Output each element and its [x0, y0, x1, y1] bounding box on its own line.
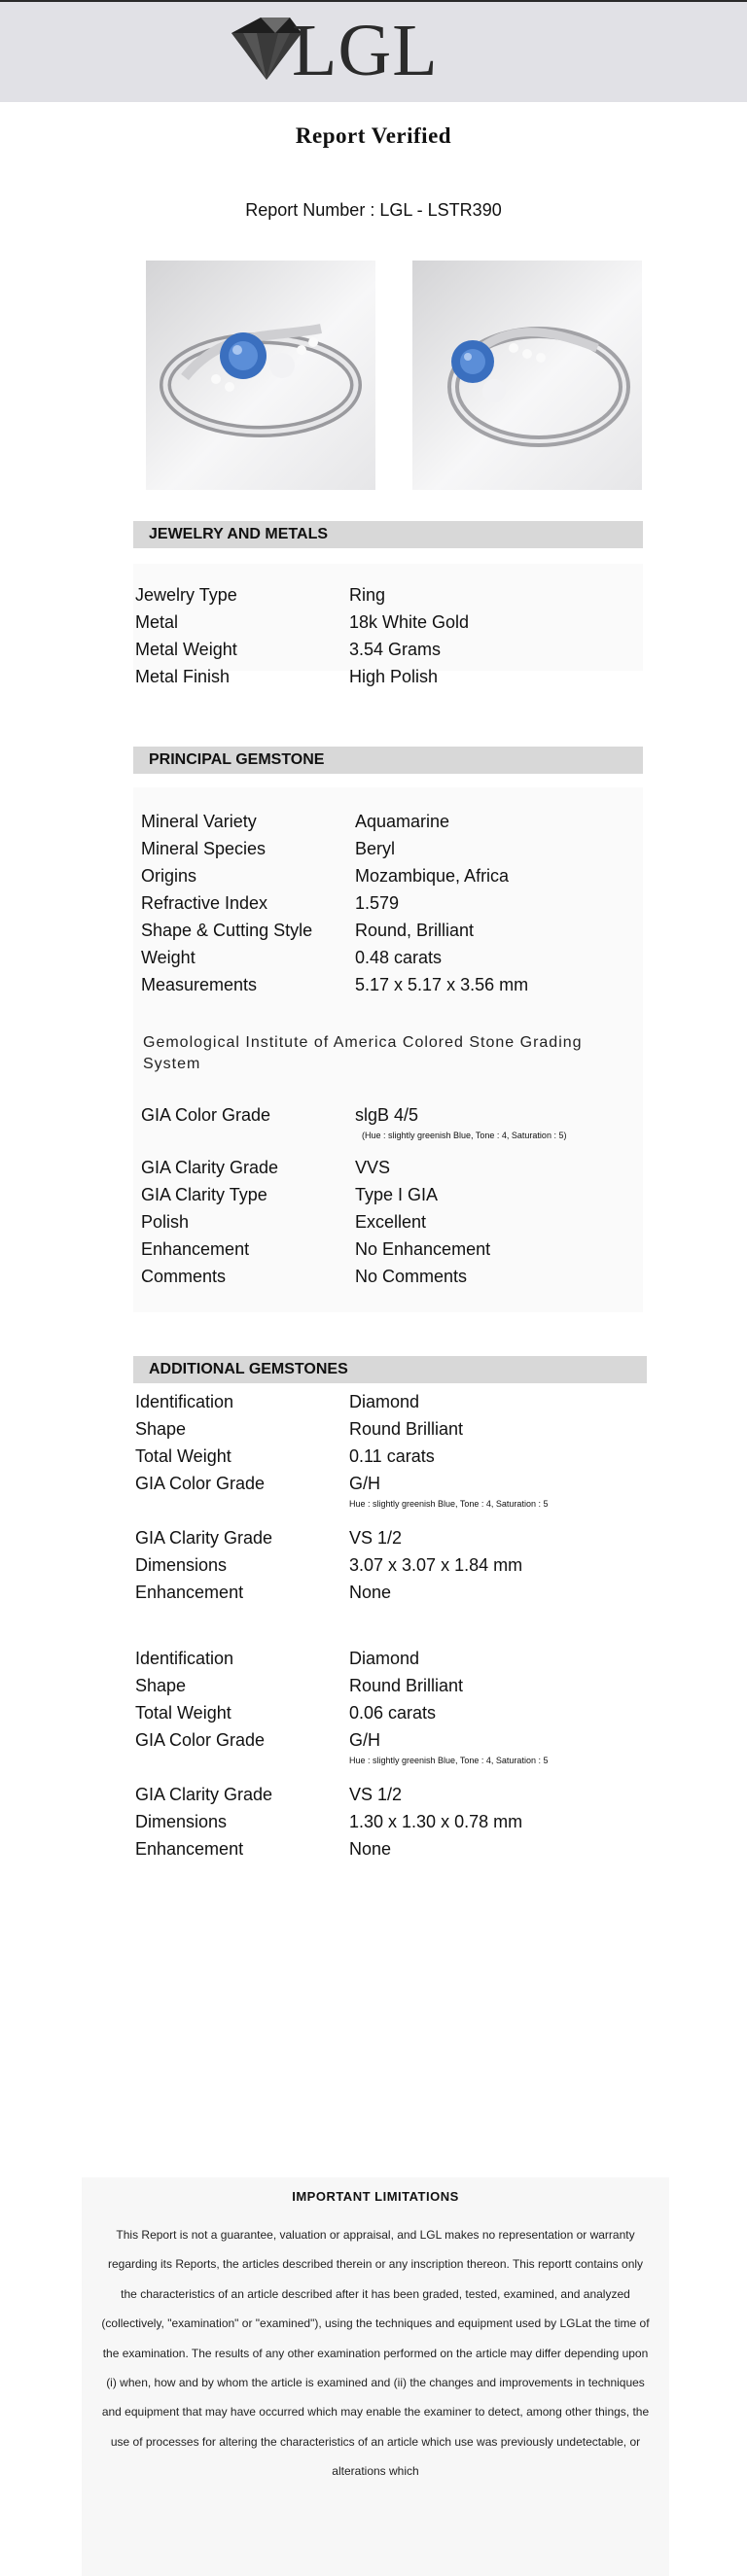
row-value: 5.17 x 5.17 x 3.56 mm	[355, 975, 529, 994]
row-value: Round Brilliant	[349, 1676, 464, 1695]
row-value: High Polish	[349, 667, 439, 686]
row-label: Enhancement	[135, 1583, 244, 1602]
report-number: Report Number : LGL - LSTR390	[245, 200, 502, 220]
color-grade-note: Hue : slightly greenish Blue, Tone : 4, Saturation : 5	[349, 1756, 549, 1765]
row-value: slgB 4/5	[355, 1105, 419, 1125]
row-label: GIA Clarity Grade	[135, 1785, 273, 1804]
row-value: No Comments	[355, 1267, 468, 1286]
row-value: Excellent	[355, 1212, 427, 1232]
row-value: No Enhancement	[355, 1239, 491, 1259]
row-label: Shape	[135, 1676, 187, 1695]
row-label: GIA Clarity Grade	[141, 1158, 279, 1177]
row-value: 3.07 x 3.07 x 1.84 mm	[349, 1555, 523, 1575]
row-label: GIA Color Grade	[135, 1730, 266, 1750]
row-label: Metal Finish	[135, 667, 231, 686]
row-value: 0.06 carats	[349, 1703, 437, 1723]
row-label: Measurements	[141, 975, 258, 994]
row-value: G/H	[349, 1474, 381, 1493]
row-label: Refractive Index	[141, 893, 268, 913]
row-value: Diamond	[349, 1392, 420, 1411]
row-value: Beryl	[355, 839, 396, 858]
row-value: 0.48 carats	[355, 948, 443, 967]
row-value: 18k White Gold	[349, 612, 470, 632]
row-label: Identification	[135, 1392, 234, 1411]
row-label: GIA Color Grade	[135, 1474, 266, 1493]
row-label: GIA Clarity Type	[141, 1185, 267, 1204]
row-value: Round, Brilliant	[355, 921, 475, 940]
row-label: Shape	[135, 1419, 187, 1439]
row-value: G/H	[349, 1730, 381, 1750]
row-label: GIA Clarity Grade	[135, 1528, 273, 1548]
row-value: VS 1/2	[349, 1528, 403, 1548]
section-title-additional: ADDITIONAL GEMSTONES	[149, 1361, 348, 1377]
row-value: 1.30 x 1.30 x 0.78 mm	[349, 1812, 523, 1831]
row-value: None	[349, 1839, 392, 1859]
row-label: Weight	[141, 948, 196, 967]
row-label: GIA Color Grade	[141, 1105, 271, 1125]
report-title: Report Verified	[295, 123, 452, 148]
row-label: Shape & Cutting Style	[141, 921, 313, 940]
ring-photo-side	[412, 261, 642, 490]
row-value: Ring	[349, 585, 386, 605]
row-label: Dimensions	[135, 1812, 228, 1831]
row-label: Comments	[141, 1267, 227, 1286]
row-value: Mozambique, Africa	[355, 866, 510, 886]
row-label: Mineral Species	[141, 839, 267, 858]
row-label: Identification	[135, 1649, 234, 1668]
row-label: Jewelry Type	[135, 585, 237, 605]
limitations-body: This Report is not a guarantee, valuation or appraisal, and LGL makes no representation or warranty regarding its Reports, the articles described therein or any inscription thereon. This reportt contains only the characteristics of an article described after it has been graded, tested, examined, and analyzed (collectively, "examination" or "examined"), using the techniques and equipment used by LGLat the time of the examination. The results of any other examination performed on the article may differ depending upon (i) when, how and by whom the article is examined and (ii) the changes and improvements in techniques and equipment that may have occurred which may enable the examiner to detect, among other things, the use of processes for altering the characteristics of an article which use was previously undetectable, or alterations which	[101, 2228, 650, 2479]
section-bar-principal	[133, 747, 643, 774]
gia-system-heading: Gemological Institute of America Colored Stone Grading System	[143, 1034, 583, 1072]
section-title-principal: PRINCIPAL GEMSTONE	[149, 751, 325, 768]
row-label: Polish	[141, 1212, 190, 1232]
ring-photo-front	[146, 261, 375, 490]
section-title-jewelry: JEWELRY AND METALS	[149, 526, 329, 542]
row-label: Metal	[135, 612, 179, 632]
row-label: Dimensions	[135, 1555, 228, 1575]
row-label: Enhancement	[135, 1839, 244, 1859]
row-value: 1.579	[355, 893, 400, 913]
row-value: 0.11 carats	[349, 1446, 435, 1466]
row-value: VS 1/2	[349, 1785, 403, 1804]
color-grade-note: (Hue : slightly greenish Blue, Tone : 4, Saturation : 5)	[362, 1131, 567, 1140]
row-label: Mineral Variety	[141, 812, 257, 831]
section-bar-additional	[133, 1356, 647, 1383]
row-label: Origins	[141, 866, 197, 886]
row-value: Round Brilliant	[349, 1419, 464, 1439]
lgl-logo-text: LGL	[292, 10, 439, 91]
row-value: Diamond	[349, 1649, 420, 1668]
row-value: Type I GIA	[355, 1185, 439, 1204]
row-value: VVS	[355, 1158, 391, 1177]
row-value: None	[349, 1583, 392, 1602]
row-label: Enhancement	[141, 1239, 250, 1259]
color-grade-note: Hue : slightly greenish Blue, Tone : 4, Saturation : 5	[349, 1499, 549, 1509]
row-label: Total Weight	[135, 1703, 231, 1723]
row-value: Aquamarine	[355, 812, 450, 831]
row-value: 3.54 Grams	[349, 640, 442, 659]
section-bar-jewelry	[133, 521, 643, 548]
row-label: Total Weight	[135, 1446, 231, 1466]
limitations-title: IMPORTANT LIMITATIONS	[292, 2189, 459, 2204]
row-label: Metal Weight	[135, 640, 237, 659]
